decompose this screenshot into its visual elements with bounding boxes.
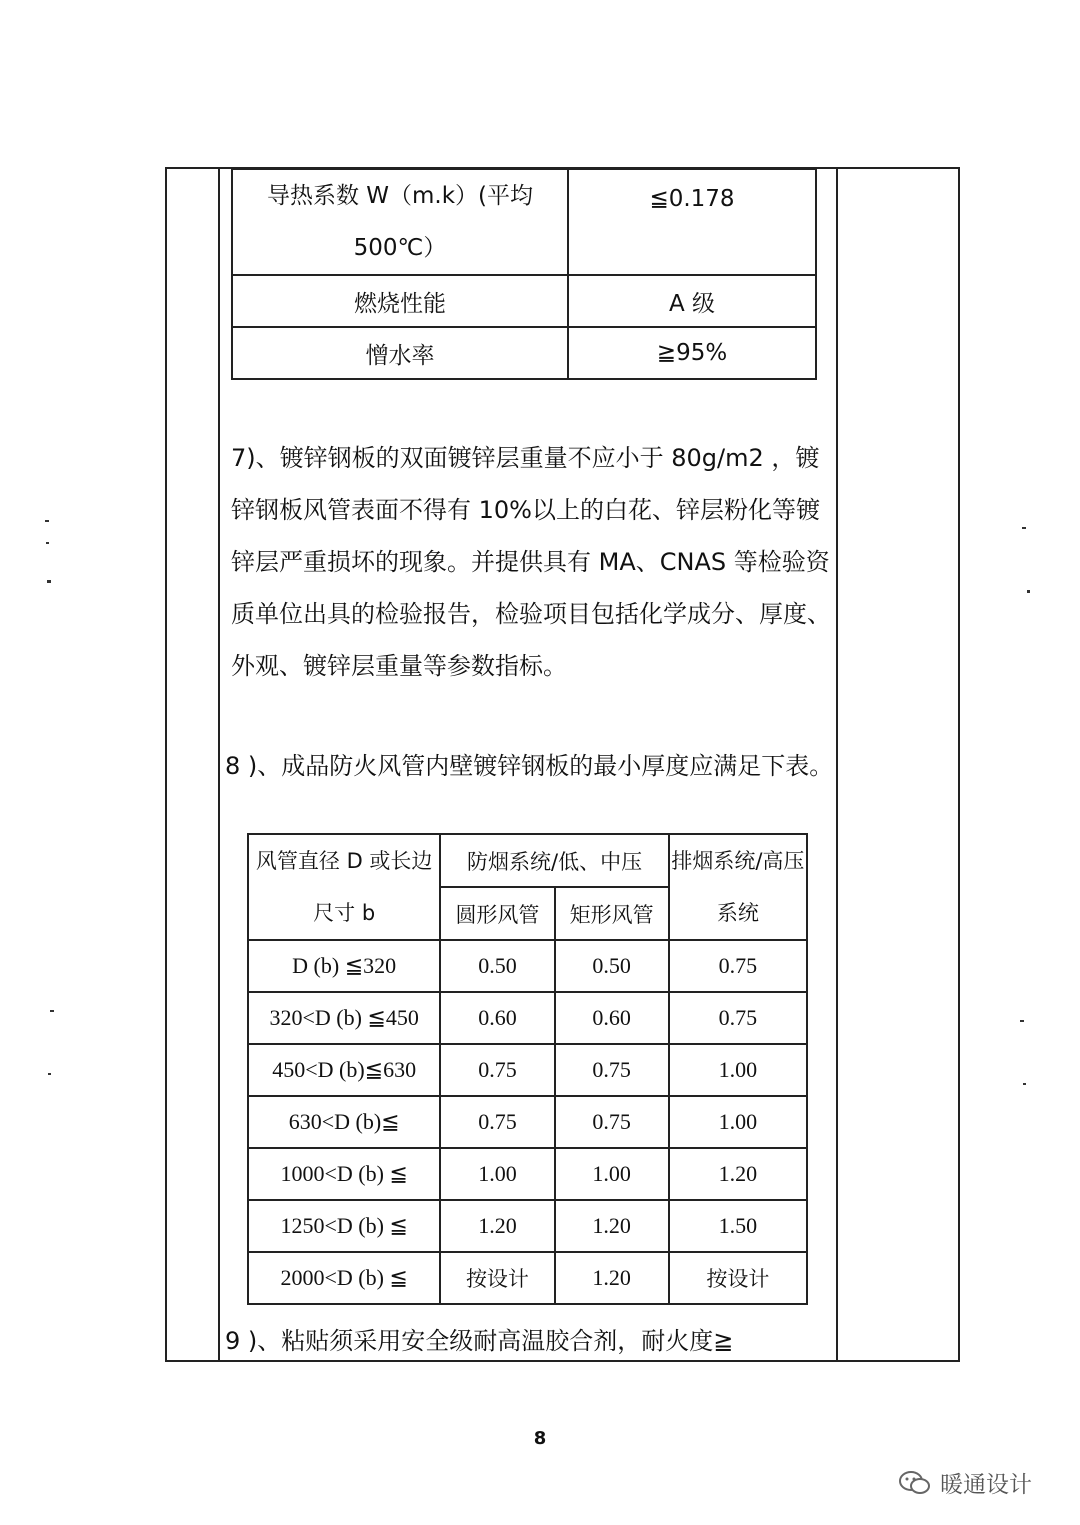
property-value: ≧95% [568,327,816,379]
scan-speck [1022,527,1026,529]
size-cell: 2000<D (b) ≦ [248,1252,440,1304]
size-cell: 320<D (b) ≦450 [248,992,440,1044]
paragraph-7: 7)、镀锌钢板的双面镀锌层重量不应小于 80g/m2 ，镀锌钢板风管表面不得有 10%以上的白花、锌层粉化等镀锌层严重损坏的现象。并提供具有 MA、CNAS 等检验资质单位出具的检验报告，检验项目包括化学成分、厚度、外观、镀锌层重量等参数指标。 [231,444,831,680]
table-row [248,1200,807,1252]
size-cell: 630<D (b)≦ [248,1096,440,1148]
scan-speck [1020,1020,1024,1022]
header-smoke-exhaust: 排烟系统/高压系统 [669,834,807,940]
scan-speck [50,1010,54,1012]
rect-cell: 0.60 [555,992,669,1044]
watermark [898,1466,1032,1499]
page-number: 8 [533,1428,547,1449]
frame-divider-left [218,167,220,1362]
exhaust-cell: 1.00 [669,1096,807,1148]
exhaust-cell: 0.75 [669,940,807,992]
exhaust-cell: 1.00 [669,1044,807,1096]
header-smoke-prevention: 防烟系统/低、中压 [440,834,668,887]
rect-cell: 1.20 [555,1252,669,1304]
frame-divider-right [836,167,838,1362]
exhaust-cell: 1.50 [669,1200,807,1252]
rect-cell: 0.75 [555,1044,669,1096]
property-value: ≦0.178 [568,169,816,275]
scan-speck [47,580,51,583]
property-value: A 级 [568,275,816,327]
header-round-duct: 圆形风管 [440,887,554,940]
exhaust-cell: 1.20 [669,1148,807,1200]
table-row [248,1252,807,1304]
round-cell: 0.50 [440,940,554,992]
table-row [248,1148,807,1200]
insulation-properties-table [231,168,817,380]
scan-speck [46,542,49,544]
property-label: 憎水率 [232,327,568,379]
scan-speck [48,1073,51,1075]
scan-speck [45,520,49,522]
round-cell: 按设计 [440,1252,554,1304]
table-row [248,940,807,992]
wechat-icon [898,1469,932,1497]
round-cell: 0.60 [440,992,554,1044]
header-rect-duct: 矩形风管 [555,887,669,940]
exhaust-cell: 0.75 [669,992,807,1044]
scan-speck [1027,590,1030,593]
scan-speck [1023,1083,1026,1085]
table-row [248,1096,807,1148]
round-cell: 1.20 [440,1200,554,1252]
header-duct-size: 风管直径 D 或长边尺寸 b [248,834,440,940]
paragraph-8: 8 )、成品防火风管内壁镀锌钢板的最小厚度应满足下表。 [225,752,834,780]
paragraph-9: 9 )、粘贴须采用安全级耐高温胶合剂，耐火度≧ [225,1327,734,1355]
round-cell: 0.75 [440,1044,554,1096]
rect-cell: 1.20 [555,1200,669,1252]
size-cell: 1000<D (b) ≦ [248,1148,440,1200]
round-cell: 0.75 [440,1096,554,1148]
property-label: 燃烧性能 [232,275,568,327]
size-cell: 1250<D (b) ≦ [248,1200,440,1252]
steel-thickness-table [247,833,808,1305]
watermark-text: 暖通设计 [940,1472,1032,1498]
rect-cell: 1.00 [555,1148,669,1200]
round-cell: 1.00 [440,1148,554,1200]
size-cell: 450<D (b)≦630 [248,1044,440,1096]
exhaust-cell: 按设计 [669,1252,807,1304]
size-cell: D (b) ≦320 [248,940,440,992]
property-label: 导热系数 W（m.k）(平均 500℃） [232,169,568,275]
table-row [248,992,807,1044]
rect-cell: 0.50 [555,940,669,992]
rect-cell: 0.75 [555,1096,669,1148]
table-row [248,1044,807,1096]
